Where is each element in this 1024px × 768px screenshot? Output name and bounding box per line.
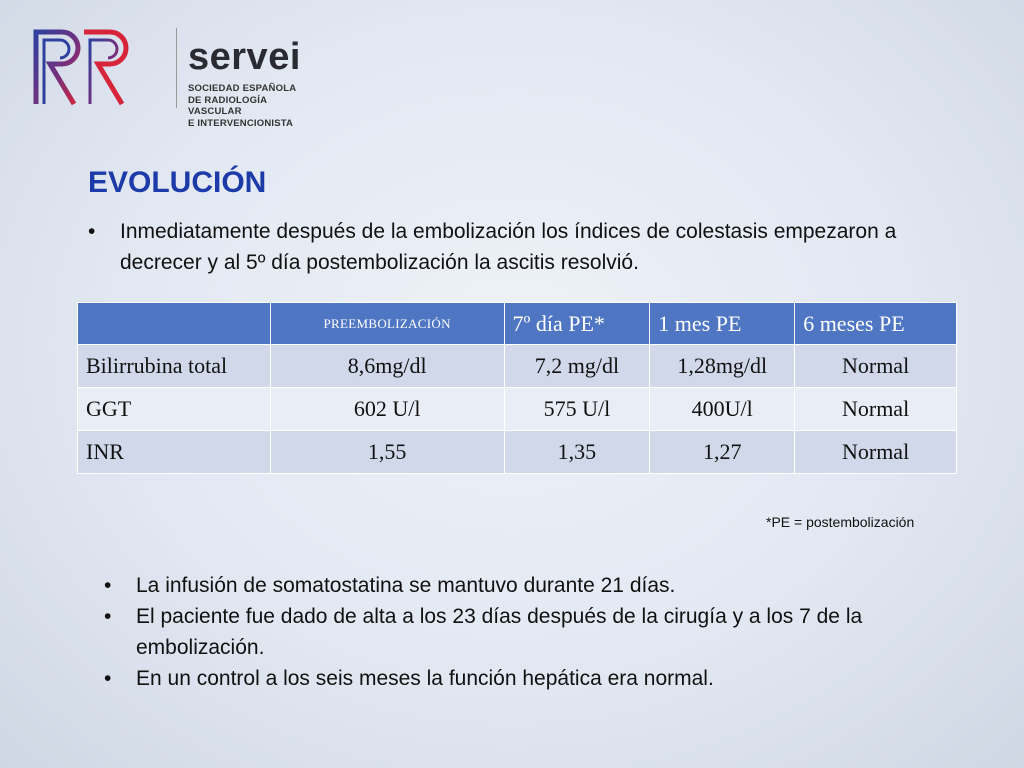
slide-title: EVOLUCIÓN bbox=[88, 166, 267, 199]
table-cell: INR bbox=[78, 431, 271, 474]
logo-divider bbox=[176, 28, 177, 108]
table-header-cell: 6 meses PE bbox=[795, 303, 957, 345]
table-cell: 575 U/l bbox=[504, 388, 650, 431]
table-header-cell bbox=[78, 303, 271, 345]
table-row bbox=[78, 431, 957, 474]
table-cell: Normal bbox=[795, 431, 957, 474]
list-item: • Inmediatamente después de la embolización los índices de colestasis empezaron a decrecer y al 5º día postembolización la ascitis resolvió. bbox=[84, 216, 944, 278]
bullet-icon: • bbox=[88, 220, 96, 243]
table-cell: 1,27 bbox=[650, 431, 795, 474]
table-cell: 1,28mg/dl bbox=[650, 345, 795, 388]
bullet-list-top bbox=[84, 216, 944, 278]
bullet-icon: • bbox=[104, 605, 112, 628]
table-cell: Normal bbox=[795, 388, 957, 431]
table-cell: 400U/l bbox=[650, 388, 795, 431]
table-cell: Bilirrubina total bbox=[78, 345, 271, 388]
table-cell: Normal bbox=[795, 345, 957, 388]
list-item: • En un control a los seis meses la función hepática era normal. bbox=[100, 663, 920, 694]
bullet-icon: • bbox=[104, 667, 112, 690]
list-item: • La infusión de somatostatina se mantuvo durante 21 días. bbox=[100, 570, 920, 601]
brand-name: servei bbox=[188, 36, 301, 78]
list-item: • El paciente fue dado de alta a los 23 días después de la cirugía y a los 7 de la embolización. bbox=[100, 601, 920, 663]
table-cell: 8,6mg/dl bbox=[270, 345, 504, 388]
table-cell: 1,55 bbox=[270, 431, 504, 474]
table-cell: GGT bbox=[78, 388, 271, 431]
footnote: *PE = postembolización bbox=[766, 514, 915, 530]
table-header-cell: 7º día PE* bbox=[504, 303, 650, 345]
table-cell: 602 U/l bbox=[270, 388, 504, 431]
bullet-icon: • bbox=[104, 574, 112, 597]
table-row bbox=[78, 388, 957, 431]
table-row bbox=[78, 345, 957, 388]
table-header-cell: PREEMBOLIZACIÓN bbox=[270, 303, 504, 345]
table-cell: 7,2 mg/dl bbox=[504, 345, 650, 388]
table-header-cell: 1 mes PE bbox=[650, 303, 795, 345]
results-table bbox=[77, 302, 957, 474]
table-cell: 1,35 bbox=[504, 431, 650, 474]
bullet-list-bottom bbox=[100, 570, 920, 694]
brand-subtitle: SOCIEDAD ESPAÑOLA DE RADIOLOGÍA VASCULAR E INTERVENCIONISTA bbox=[188, 83, 297, 129]
rsr-logo-icon bbox=[30, 22, 140, 108]
table-header-row bbox=[78, 303, 957, 345]
servei-logo bbox=[30, 22, 301, 129]
